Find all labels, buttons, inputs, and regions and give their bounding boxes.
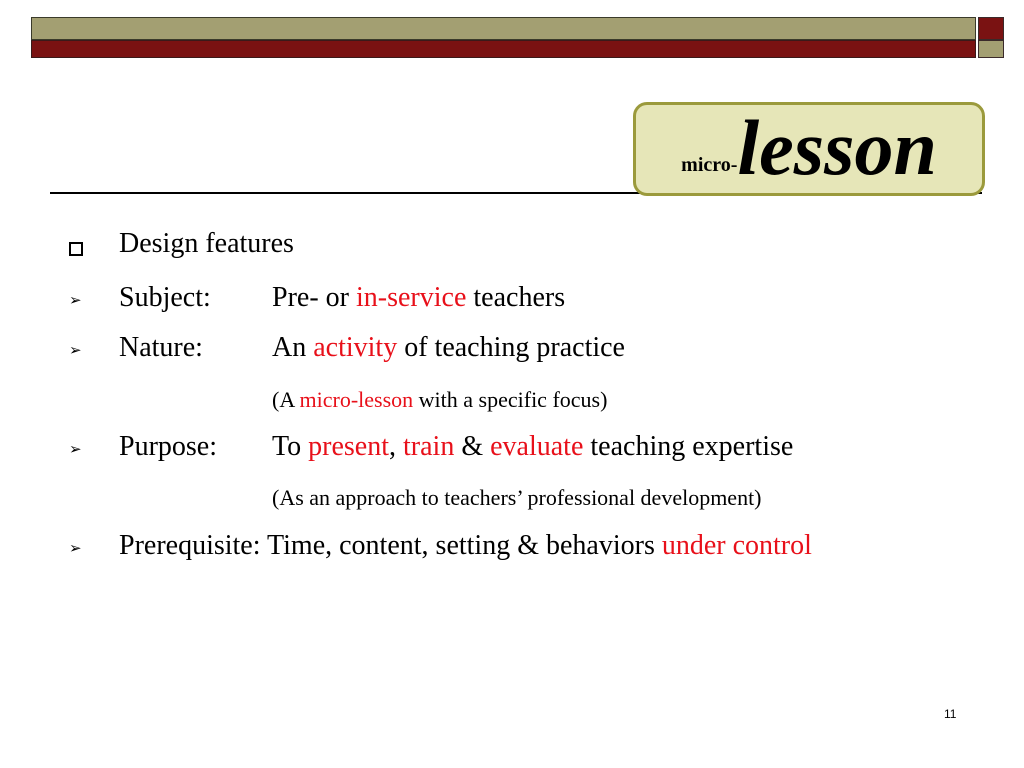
text-part: To	[272, 431, 309, 462]
arrow-bullet-icon: ➢	[69, 539, 82, 557]
item-label-nature: Nature:	[119, 332, 203, 363]
header-bar-olive	[31, 17, 976, 40]
item-text-nature	[272, 332, 625, 364]
header-bar-maroon	[31, 40, 976, 58]
highlight-text: evaluate	[490, 431, 584, 462]
text-part: teachers	[466, 282, 566, 313]
item-label-subject: Subject:	[119, 282, 211, 313]
text-part: (A	[272, 387, 300, 412]
section-heading: Design features	[119, 228, 294, 259]
square-bullet-icon	[69, 242, 83, 256]
text-part: (As an approach to teachers’ professional development)	[272, 485, 762, 510]
page-number: 11	[944, 707, 957, 721]
item-note-purpose	[272, 485, 762, 511]
highlight-text: micro-lesson	[299, 387, 414, 412]
item-text-prerequisite	[119, 530, 812, 562]
arrow-bullet-icon: ➢	[69, 440, 82, 458]
text-part: Time, content, setting & behaviors	[260, 530, 662, 561]
arrow-bullet-icon: ➢	[69, 341, 82, 359]
slide-title	[633, 102, 985, 196]
header-square-olive	[978, 40, 1004, 58]
highlight-text: in-service	[355, 282, 467, 313]
item-label-purpose: Purpose:	[119, 431, 217, 462]
highlight-text: train	[403, 431, 455, 462]
highlight-text: activity	[313, 332, 398, 363]
text-part: with a specific focus)	[413, 387, 608, 412]
text-part: teaching expertise	[583, 431, 794, 462]
title-prefix: micro-	[681, 154, 738, 176]
item-label-prerequisite: Prerequisite:	[119, 530, 261, 561]
text-part: An	[272, 332, 314, 363]
text-part: ,	[389, 431, 404, 462]
text-part: &	[454, 431, 491, 462]
item-note-nature	[272, 387, 607, 413]
header-square-maroon	[978, 17, 1004, 40]
arrow-bullet-icon: ➢	[69, 291, 82, 309]
item-text-subject	[272, 282, 565, 314]
title-main: lesson	[737, 103, 937, 191]
text-part: of teaching practice	[397, 332, 625, 363]
highlight-text: under control	[661, 530, 812, 561]
item-text-purpose	[272, 431, 793, 463]
text-part: Pre- or	[272, 282, 356, 313]
highlight-text: present	[308, 431, 390, 462]
